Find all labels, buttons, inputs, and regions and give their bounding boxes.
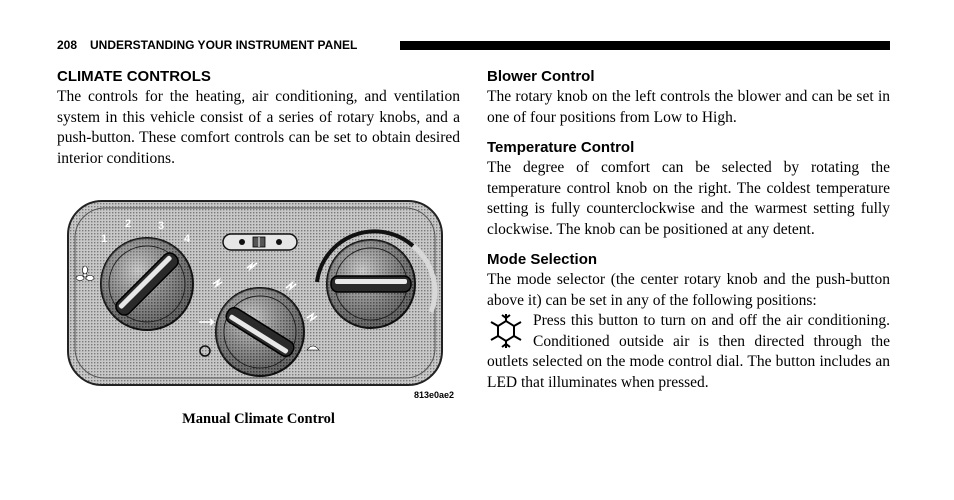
blower-control-body: The rotary knob on the left controls the blower and can be set in one of four positions from Low to High. (487, 88, 890, 126)
blower-speed-3: 3 (158, 220, 165, 232)
temperature-control-body: The degree of comfort can be selected by rotating the temperature control knob on the right. The coldest temperature setting is fully counterclockwise and the warmest setting fully clockwise. The knob can be positioned at any detent. (487, 159, 890, 238)
figure-caption: Manual Climate Control (182, 411, 335, 427)
section-heading-climate-controls: CLIMATE CONTROLS (57, 68, 211, 85)
mode-selection-body: The mode selector (the center rotary knob and the push-button above it) can be set in any of the following positions: (487, 271, 890, 309)
climate-control-illustration (67, 200, 443, 386)
page-header (57, 38, 890, 52)
blower-speed-4: 4 (184, 233, 191, 245)
blower-speed-1: 1 (101, 233, 108, 245)
right-column (487, 67, 890, 403)
left-column (57, 67, 460, 169)
mode-selection-section (487, 250, 890, 393)
mode-knob (216, 288, 304, 376)
header-rule (400, 41, 890, 50)
figure-code: 813e0ae2 (414, 390, 455, 400)
snowflake-icon (487, 313, 525, 349)
running-title: UNDERSTANDING YOUR INSTRUMENT PANEL (90, 38, 358, 52)
temperature-control-section (487, 138, 890, 240)
heading-blower-control: Blower Control (487, 68, 595, 85)
heading-temperature-control: Temperature Control (487, 139, 635, 156)
blower-control-section (487, 67, 890, 128)
ac-button-description: Press this button to turn on and off the air conditioning. Conditioned outside air is then directed through the outlets selected on the mode control dial. The button includes an LED that illuminates when pressed. (487, 312, 890, 391)
heading-mode-selection: Mode Selection (487, 251, 598, 268)
blower-knob (101, 238, 193, 330)
climate-controls-body: The controls for the heating, air conditioning, and ventilation system in this vehicle consist of a series of rotary knobs, and a push-button. These comfort controls can be set to obtain desired interior conditions. (57, 88, 460, 167)
blower-speed-2: 2 (125, 218, 132, 230)
ac-push-button (223, 234, 297, 250)
page-number: 208 (57, 38, 78, 52)
